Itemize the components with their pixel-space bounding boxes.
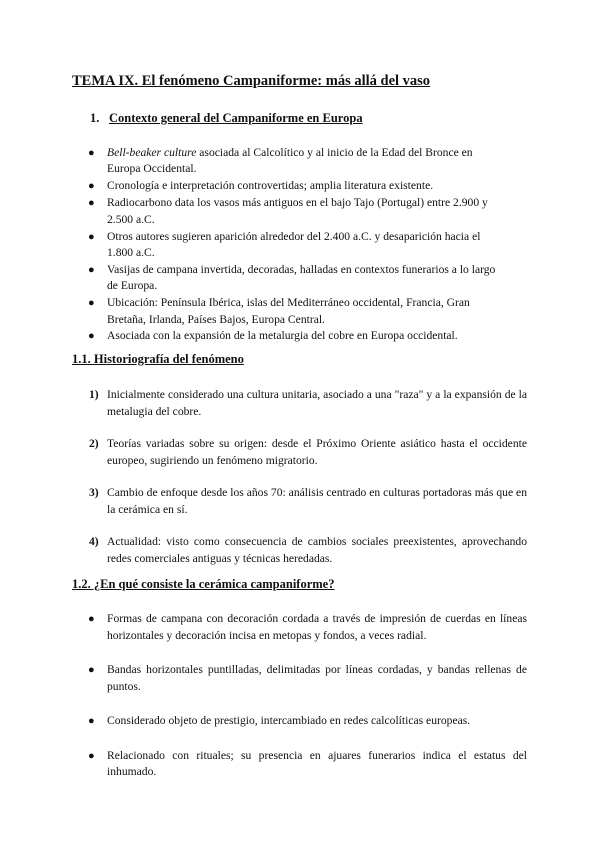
item-text: Teorías variadas sobre su origen: desde el Próximo Oriente asiático hasta el occidente europeo, sugiriendo un fenómeno migratorio. <box>107 437 527 467</box>
list-item <box>0 387 527 420</box>
list-item <box>0 262 503 295</box>
bullet-icon: ● <box>88 715 95 727</box>
bullet-icon: ● <box>88 230 95 243</box>
item-text: Actualidad: visto como consecuencia de cambios sociales preexistentes, aprovechando redes comerciales antiguas y técnicas heredadas. <box>107 535 527 565</box>
bullet-text: Asociada con la expansión de la metalurgia del cobre en Europa occidental. <box>107 329 458 343</box>
list-item <box>0 713 527 730</box>
bullet-text: asociada al Calcolítico y al inicio de la Edad del Bronce en Europa Occidental. <box>107 146 473 176</box>
page-title: TEMA IX. El fenómeno Campaniforme: más allá del vaso <box>72 73 431 89</box>
bullet-icon: ● <box>88 664 95 676</box>
ceramics-bullet-list <box>0 611 527 781</box>
list-item <box>0 195 503 228</box>
bullet-icon: ● <box>88 749 95 762</box>
list-item <box>0 229 503 262</box>
list-item <box>0 328 503 344</box>
section-1-number: 1. <box>90 111 100 125</box>
item-number: 1) <box>89 388 99 401</box>
bullet-text: Considerado objeto de prestigio, intercambiado en redes calcolíticas europeas. <box>107 714 471 727</box>
section-1-heading <box>90 111 363 126</box>
bullet-text: Relacionado con rituales; su presencia en ajuares funerarios indica el estatus del inhumado. <box>107 748 527 778</box>
bullet-text: Otros autores sugieren aparición alrededor del 2.400 a.C. y desaparición hacia el 1.800 a.C. <box>107 229 481 259</box>
list-item <box>0 178 503 194</box>
bullet-text: Cronología e interpretación controvertidas; amplia literatura existente. <box>107 179 434 193</box>
item-number: 3) <box>89 486 99 499</box>
bullet-text: Bandas horizontales puntilladas, delimitadas por líneas cordadas, y bandas rellenas de puntos. <box>107 663 527 693</box>
section-1-bullet-list <box>0 145 503 345</box>
section-1-title: Contexto general del Campaniforme en Europa <box>109 111 363 125</box>
bullet-icon: ● <box>88 297 95 310</box>
item-text: Inicialmente considerado una cultura unitaria, asociado a una "raza" y a la expansión de la metalugia del cobre. <box>107 388 527 418</box>
list-item <box>0 748 527 781</box>
bullet-emphasis: Bell-beaker culture <box>107 146 197 159</box>
list-item <box>0 145 503 178</box>
bullet-text: Radiocarbono data los vasos más antiguos en el bajo Tajo (Portugal) entre 2.900 y 2.500 a.C. <box>107 196 488 226</box>
list-item <box>0 611 527 644</box>
bullet-icon: ● <box>88 330 95 343</box>
historiography-list <box>0 387 527 567</box>
section-1-1-heading: 1.1. Historiografía del fenómeno <box>72 352 244 366</box>
bullet-icon: ● <box>88 147 95 159</box>
list-item <box>0 534 527 567</box>
bullet-icon: ● <box>88 263 95 276</box>
section-1-2-heading: 1.2. ¿En qué consiste la cerámica campaniforme? <box>72 577 335 591</box>
bullet-icon: ● <box>88 197 95 210</box>
bullet-text: Formas de campana con decoración cordada a través de impresión de cuerdas en líneas horizontales y decoración incisa en metopas y fondos, a veces radial. <box>107 612 527 642</box>
list-item <box>0 436 527 469</box>
list-item <box>0 662 527 695</box>
bullet-icon: ● <box>88 180 95 193</box>
list-item <box>0 485 527 518</box>
bullet-text: Vasijas de campana invertida, decoradas, halladas en contextos funerarios a lo largo de Europa. <box>107 262 496 293</box>
item-number: 4) <box>89 535 99 548</box>
bullet-icon: ● <box>88 613 95 625</box>
item-number: 2) <box>89 437 99 450</box>
bullet-text: Ubicación: Península Ibérica, islas del Mediterráneo occidental, Francia, Gran Bretaña, Irlanda, Países Bajos, Europa Central. <box>107 296 470 326</box>
list-item <box>0 295 503 328</box>
item-text: Cambio de enfoque desde los años 70: análisis centrado en culturas portadoras más que en la cerámica en sí. <box>107 486 527 516</box>
